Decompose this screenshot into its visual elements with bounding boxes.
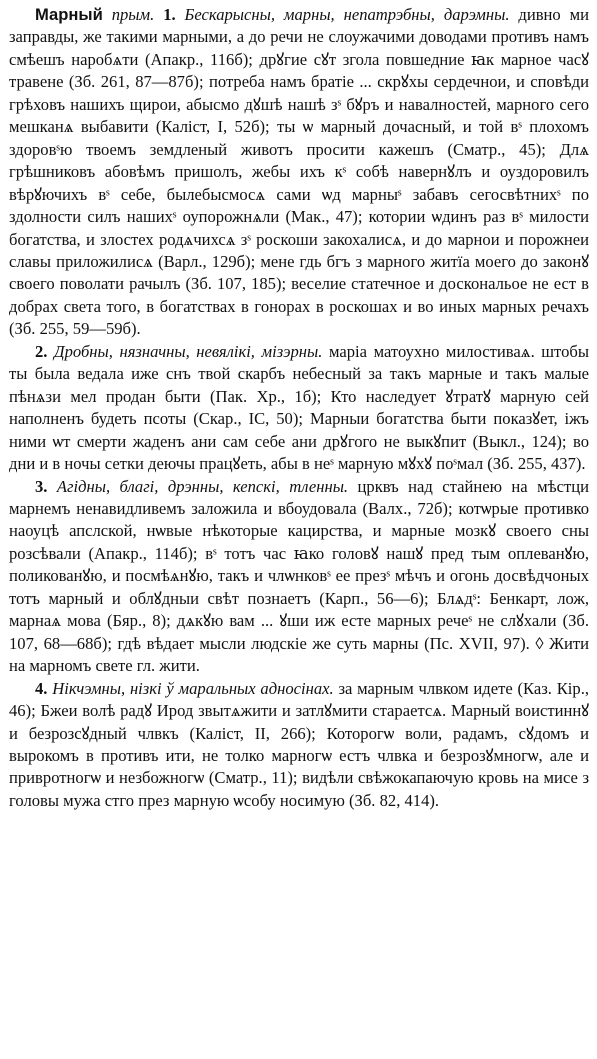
sense-text: дивно ми заправды, же такими марными, а до речи не слоужачими доводами противъ намъ смѣешъ наробѧти (Апакр., 116б); дрꙋгие сꙋт згола повшедние ꙗк марное часꙋ травене (Зб. 261, 87—87б); потреба намъ братіе ... скрꙋхы сердечнои, и сповѣди грѣховъ нашихъ щирои, абысмо дꙋшѣ нашѣ зˢ бꙋръ и навалностей, марного сего мешканѧ выбавити (Каліст, I, 52б); ты ѡ марный дочасный, и той вˢ плохомъ здоровˢю твоемъ земдленый животъ просити кажешъ (Сматр., 45); Длѧ грѣшниковъ абовѣмъ пришолъ, жебы ихъ кˢ собѣ навернꙋлъ и оуздоровилъ вѣрꙋючихъ вˢ себе, былебысмосѧ сами ѡд марныˢ забавъ сегосвѣтнихˢ по здолности силъ нашихˢ оупорожнѧли (Мак., 47); котории ѡдинъ раз вˢ милости богатства, и злостех родѧчихсѧ зˢ роскоши закохалисѧ, и до марнои и порожнеи славы приложилисѧ (Варл., 129б); мене гдь бгъ з марного житїа моего до законꙋ своего поволати рачылъ (Зб. 107, 185); веселие статечное и доскональое не ест в добрах света того, в богатствах в гонорах в роскошах и во иных марных речахъ (Зб. 255, 59—59б). [9, 5, 590, 339]
sense-1 [9, 4, 589, 341]
sense-text: црквъ над стайнею на мѣстци марнемъ ненавидливемъ заложила и вбоудовала (Валх., 72б); котѡрые противко наоуцѣ апслской, нѡвые нѣкоторые кацирства, и марные мозкꙋ своего сны розсѣвали (Апакр., 114б); вˢ тотъ час ꙗко головꙋ нашꙋ пред тым оплеванꙋю, поликованꙋю, и посмѣѧнꙋю, такъ и члѡнковˢ ее презˢ мѣчъ и огонь досвѣдчоных тотъ марный и облꙋдныи свѣт познаетъ (Карп., 56—6); Блѧдˢ: Бенкарт, лож, марнаѧ мова (Бяр., 8); дѧкꙋю вам ... ꙋши иж есте марных речеˢ не слꙋхали (Зб. 107, 68—68б); гдѣ вѣдает мысли людскіе же суть марны (Пс. XVII, 97). ◊ Жити на марномъ свете гл. жити. [9, 476, 589, 676]
sense-number: 4. [35, 678, 48, 698]
sense-text: за марным члвком идете (Каз. Кір., 46); Бжеи волѣ радꙋ Ирод звытѧжити и затлꙋмити стараетсѧ. Марный воистиннꙋ и безрозсꙋдный члвкъ (Каліст, II, 266); Которогѡ воли, радамъ, сꙋдомъ и вырокомъ в противъ ити, не толко марногѡ естъ члвка и безрозꙋмногѡ, але и привротногѡ и незбожногѡ (Сматр., 11); видѣли свѣжокапаючую кровь на мисе з головы мужа стго през марную ѡсобу носимую (Зб. 82, 414). [9, 678, 589, 810]
sense-2 [9, 341, 589, 476]
sense-number: 3. [35, 476, 48, 496]
sense-gloss: Бескарысны, марны, непатрэбны, дарэмны. [184, 5, 510, 24]
sense-text: маріа матоухно милостиваѧ. штобы ты была ведала иже снъ твой скарбъ небесный за такъ марные и такъ малые пѣнѧзи мел продан быти (Пак. Хр., 1б); Кто наследует ꙋтратꙋ марную сей наполненъ будеть псоты (Скар., ІС, 50); Марныи богатства быти показꙋет, іжъ ними ѡт смерти жаденъ ани сам себе ани дрꙋгого не выкꙋпит (Выкл., 124); во дни и в ночы сетки деючы працꙋеть, абы в неˢ марную мꙋхꙋ поˢмал (Зб. 255, 437). [9, 341, 589, 474]
sense-number: 1. [163, 5, 176, 24]
headword: Марный [35, 5, 103, 24]
part-of-speech: прым. [111, 5, 155, 24]
sense-gloss: Нікчэмны, нізкі ў маральных адносінах. [52, 678, 334, 698]
sense-gloss: Агідны, благі, дрэнны, кепскі, тленны. [56, 476, 349, 496]
sense-4 [9, 678, 589, 813]
sense-3 [9, 476, 589, 678]
sense-number: 2. [35, 341, 48, 361]
sense-gloss: Дробны, нязначны, невялікі, мізэрны. [54, 341, 323, 361]
